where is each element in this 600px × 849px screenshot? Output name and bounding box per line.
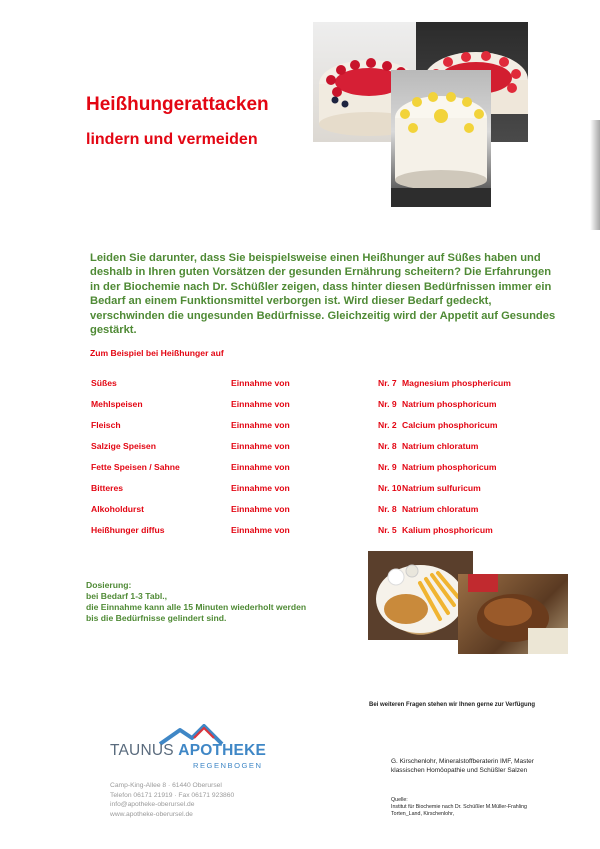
dosage-line: bei Bedarf 1-3 Tabl., — [86, 591, 168, 601]
page-edge-shadow — [590, 120, 600, 230]
action-cell: Einnahme von — [231, 378, 290, 388]
page-title: Heißhungerattacken — [86, 94, 269, 115]
craving-cell: Alkoholdurst — [91, 504, 144, 514]
action-cell: Einnahme von — [231, 441, 290, 451]
table-row — [91, 378, 531, 392]
logo-word-apotheke: APOTHEKE — [178, 742, 267, 759]
author-line: G. Kirschenlohr, Mineralstoffberaterin IMF, Master — [391, 758, 534, 765]
craving-cell: Süßes — [91, 378, 117, 388]
remedy-cell: Magnesium phosphericum — [402, 378, 511, 388]
table-row — [91, 399, 531, 413]
source-line: Institut für Biochemie nach Dr. Schüßler M.Müller-Frahling — [391, 804, 528, 810]
logo-subtitle: REGENBOGEN — [193, 761, 263, 770]
craving-cell: Bitteres — [91, 483, 123, 493]
craving-cell: Fette Speisen / Sahne — [91, 462, 180, 472]
number-cell: Nr. 9 — [378, 462, 397, 472]
author-block — [391, 757, 534, 775]
table-row — [91, 441, 531, 455]
number-cell: Nr. 2 — [378, 420, 397, 430]
logo-word-taunus: TAUNUS — [110, 742, 174, 759]
example-heading: Zum Beispiel bei Heißhunger auf — [90, 348, 224, 358]
table-row — [91, 504, 531, 518]
action-cell: Einnahme von — [231, 504, 290, 514]
dosage-line: die Einnahme kann alle 15 Minuten wiederholt werden — [86, 602, 307, 612]
dosage-line: bis die Bedürfnisse gelindert sind. — [86, 613, 227, 623]
roast-pork-photo — [458, 574, 568, 654]
source-line: Torten_Land, Kirschenlohr, — [391, 811, 455, 817]
craving-cell: Mehlspeisen — [91, 399, 143, 409]
number-cell: Nr. 9 — [378, 399, 397, 409]
craving-cell: Heißhunger diffus — [91, 525, 165, 535]
remedy-cell: Natrium chloratum — [402, 441, 479, 451]
number-cell: Nr. 10 — [378, 483, 402, 493]
craving-cell: Salzige Speisen — [91, 441, 156, 451]
action-cell: Einnahme von — [231, 420, 290, 430]
page-subtitle: lindern und vermeiden — [86, 131, 258, 148]
action-cell: Einnahme von — [231, 483, 290, 493]
action-cell: Einnahme von — [231, 525, 290, 535]
craving-cell: Fleisch — [91, 420, 121, 430]
address-line: Camp-King-Allee 8 · 61440 Oberursel — [110, 782, 222, 789]
remedy-cell: Natrium phosphoricum — [402, 462, 497, 472]
dosage-block — [86, 580, 306, 624]
remedy-cell: Natrium chloratum — [402, 504, 479, 514]
author-line: klassischen Homöopathie und Schüßler Salzen — [391, 767, 528, 774]
number-cell: Nr. 7 — [378, 378, 397, 388]
remedy-cell: Natrium sulfuricum — [402, 483, 481, 493]
questions-note: Bei weiteren Fragen stehen wir Ihnen gerne zur Verfügung — [369, 702, 536, 708]
number-cell: Nr. 8 — [378, 504, 397, 514]
table-row — [91, 525, 531, 539]
remedy-cell: Calcium phosphoricum — [402, 420, 498, 430]
logo-wordmark — [110, 742, 266, 760]
remedy-cell: Natrium phosphoricum — [402, 399, 497, 409]
action-cell: Einnahme von — [231, 399, 290, 409]
phone-line: Telefon 06171 21919 · Fax 06171 923860 — [110, 791, 235, 799]
table-row — [91, 420, 531, 434]
table-row — [91, 483, 531, 497]
source-block — [391, 797, 527, 818]
website-line: www.apotheke-oberursel.de — [110, 810, 193, 818]
table-row — [91, 462, 531, 476]
address-block — [110, 781, 234, 819]
remedy-cell: Kalium phosphoricum — [402, 525, 493, 535]
intro-paragraph: Leiden Sie darunter, dass Sie beispielsweise einen Heißhunger auf Süßes haben und deshalb in Ihren guten Vorsätzen der gesunden Ernährung scheitern? Die Erfahrungen in der Biochemie nach Dr. Schüßler zeigen, dass hinter diesen Bedürfnissen immer ein Bedarf an einem Funktionsmittel verborgen ist. Wird dieser Bedarf gedeckt, verschwinden die ungesunden Bedürfnisse. Gleichzeitig wird der Appetit auf Gesundes gestärkt. — [90, 252, 556, 337]
email-line: info@apotheke-oberursel.de — [110, 801, 195, 808]
source-label: Quelle: — [391, 797, 408, 803]
number-cell: Nr. 8 — [378, 441, 397, 451]
dosage-heading: Dosierung: — [86, 580, 132, 590]
lemon-cake-photo — [391, 70, 491, 207]
action-cell: Einnahme von — [231, 462, 290, 472]
number-cell: Nr. 5 — [378, 525, 397, 535]
